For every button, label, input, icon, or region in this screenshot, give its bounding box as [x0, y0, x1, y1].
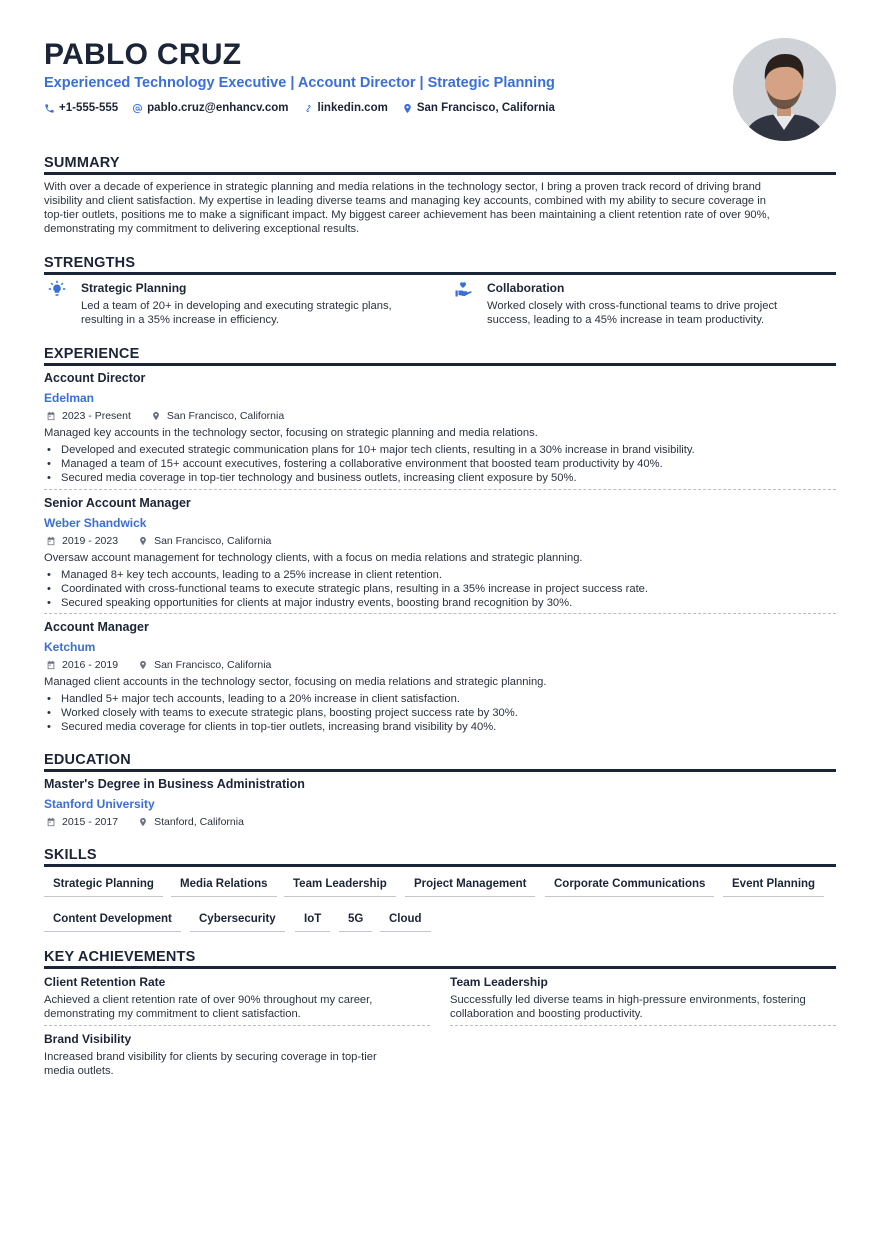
map-pin-icon [138, 536, 148, 546]
map-pin-icon [138, 660, 148, 670]
achievement-desc-line: media outlets. [44, 1065, 114, 1077]
calendar-icon [46, 536, 56, 546]
job-bullets [44, 692, 836, 734]
job-bullet: • Managed a team of 15+ account executives, fostering a collaborative environment that boosted team productivity by 40%. [44, 457, 836, 471]
experience-item [44, 495, 836, 610]
experience-item [44, 619, 836, 734]
phone-text: +1-555-555 [59, 102, 119, 114]
calendar-icon [46, 817, 56, 827]
divider [44, 489, 836, 490]
job-company: Ketchum [44, 640, 96, 654]
avatar [733, 38, 836, 141]
section-title-skills: SKILLS [44, 846, 836, 867]
strength-desc [487, 299, 832, 327]
job-dates: 2023 - Present [62, 410, 131, 422]
job-summary: Managed key accounts in the technology sector, focusing on strategic planning and media relations. [44, 427, 538, 439]
strength-desc-line: resulting in a 35% increase in efficiency. [81, 314, 279, 326]
job-summary: Managed client accounts in the technology sector, focusing on media relations and strategic planning. [44, 676, 547, 688]
achievement-title: Client Retention Rate [44, 975, 166, 989]
skills-list [44, 876, 836, 936]
skill-tag: Media Relations [171, 876, 277, 897]
job-bullet: • Developed and executed strategic communication plans for 10+ major tech clients, resulting in a 30% increase in brand visibility. [44, 443, 836, 457]
hand-heart-icon [454, 280, 472, 298]
job-bullets [44, 568, 836, 610]
section-title-summary: SUMMARY [44, 154, 836, 175]
divider [44, 1025, 430, 1026]
summary-text [44, 180, 836, 236]
job-summary: Oversaw account management for technology clients, with a focus on media relations and strategic planning. [44, 552, 583, 564]
at-icon [132, 103, 143, 114]
section-title-achievements: KEY ACHIEVEMENTS [44, 948, 836, 969]
divider [44, 613, 836, 614]
job-company: Edelman [44, 391, 95, 405]
skill-tag: Cloud [380, 911, 431, 932]
job-bullet: • Secured media coverage in top-tier technology and business outlets, increasing client exposure by 50%. [44, 471, 836, 485]
calendar-icon [46, 660, 56, 670]
skill-tag: Content Development [44, 911, 181, 932]
job-bullet: • Secured media coverage for clients in top-tier outlets, increasing brand visibility by 40%. [44, 720, 836, 734]
job-role: Account Manager [44, 620, 149, 634]
job-role: Senior Account Manager [44, 496, 191, 510]
job-location: San Francisco, California [166, 410, 285, 422]
lightbulb-icon [48, 280, 66, 298]
job-bullet: • Secured speaking opportunities for clients at major industry events, boosting brand recognition by 30%. [44, 596, 836, 610]
job-bullet: • Worked closely with teams to execute strategic plans, boosting project success rate by 30%. [44, 706, 836, 720]
contact-linkedin[interactable] [303, 100, 388, 116]
section-title-strengths: STRENGTHS [44, 254, 836, 275]
achievement-desc-line: Achieved a client retention rate of over 90% throughout my career, [44, 994, 373, 1006]
linkedin-text: linkedin.com [317, 102, 388, 114]
strength-desc-line: Worked closely with cross-functional teams to drive project [487, 300, 778, 312]
achievement-title: Brand Visibility [44, 1032, 132, 1046]
job-meta [44, 534, 836, 548]
achievement-desc [450, 993, 836, 1021]
job-meta [44, 658, 836, 672]
skill-tag: IoT [295, 911, 330, 932]
summary-line: demonstrating my commitment to delivering exceptional results. [44, 223, 360, 235]
job-meta [44, 409, 836, 423]
achievement-desc-line: Successfully led diverse teams in high-pressure environments, fostering [450, 994, 806, 1006]
skill-tag: Cybersecurity [190, 911, 285, 932]
achievement-desc-line: demonstrating my commitment to client satisfaction. [44, 1008, 301, 1020]
education-item [44, 776, 836, 829]
achievement-item [450, 974, 836, 1021]
skill-tag: Event Planning [723, 876, 824, 897]
achievement-item [44, 974, 430, 1021]
achievement-title: Team Leadership [450, 975, 548, 989]
contact-bar [44, 100, 569, 116]
education-dates: 2015 - 2017 [62, 816, 119, 828]
job-role: Account Director [44, 371, 146, 385]
skill-tag: Team Leadership [284, 876, 396, 897]
job-company: Weber Shandwick [44, 516, 147, 530]
job-location: San Francisco, California [154, 535, 272, 547]
education-degree: Master's Degree in Business Administration [44, 777, 305, 791]
profile-photo-icon [733, 38, 836, 141]
summary-line: top-tier outlets, positions me to make a significant impact. My biggest career achievement has been maintaining a client retention rate of over 90%, [44, 209, 770, 221]
achievement-desc-line: collaboration and boosting productivity. [450, 1008, 643, 1020]
section-title-education: EDUCATION [44, 751, 836, 772]
education-school: Stanford University [44, 797, 155, 811]
summary-line: visibility and client satisfaction. My expertise in leading diverse teams and managing key accounts, combined with my ability to secure coverage in [44, 195, 766, 207]
job-dates: 2019 - 2023 [62, 535, 119, 547]
skill-tag: Strategic Planning [44, 876, 163, 897]
section-title-experience: EXPERIENCE [44, 345, 836, 366]
email-text: pablo.cruz@enhancv.com [147, 102, 289, 114]
map-pin-icon [138, 817, 148, 827]
phone-icon [44, 103, 55, 114]
skill-tag: 5G [339, 911, 372, 932]
contact-phone[interactable] [44, 100, 118, 116]
achievement-desc [44, 993, 430, 1021]
job-bullets [44, 443, 836, 485]
calendar-icon [46, 411, 56, 421]
job-location: San Francisco, California [154, 659, 272, 671]
skill-tag: Corporate Communications [545, 876, 714, 897]
map-pin-icon [151, 411, 161, 421]
education-meta [44, 815, 836, 829]
candidate-headline: Experienced Technology Executive | Account Director | Strategic Planning [44, 75, 555, 91]
job-bullet: • Managed 8+ key tech accounts, leading to a 25% increase in client retention. [44, 568, 836, 582]
strength-title: Collaboration [487, 281, 565, 295]
strength-desc-line: Led a team of 20+ in developing and executing strategic plans, [81, 300, 392, 312]
contact-location [402, 100, 555, 116]
candidate-name: PABLO CRUZ [44, 38, 242, 71]
summary-line: With over a decade of experience in strategic planning and media relations in the technology sector, I bring a proven track record of driving brand [44, 181, 762, 193]
education-location: Stanford, California [154, 816, 244, 828]
map-pin-icon [402, 103, 413, 114]
strength-desc-line: success, leading to a 45% increase in team productivity. [487, 314, 765, 326]
job-dates: 2016 - 2019 [62, 659, 119, 671]
skill-tag: Project Management [405, 876, 535, 897]
contact-email[interactable] [132, 100, 288, 116]
divider [450, 1025, 836, 1026]
achievement-desc-line: Increased brand visibility for clients by securing coverage in top-tier [44, 1051, 377, 1063]
link-icon [303, 103, 314, 114]
strength-title: Strategic Planning [81, 281, 187, 295]
achievement-item [44, 1031, 430, 1078]
achievement-desc [44, 1050, 430, 1078]
job-bullet: • Handled 5+ major tech accounts, leading to a 20% increase in client satisfaction. [44, 692, 836, 706]
strength-desc [81, 299, 426, 327]
job-bullet: • Coordinated with cross-functional teams to execute strategic plans, resulting in a 35% increase in project success rate. [44, 582, 836, 596]
experience-item [44, 370, 836, 485]
location-text: San Francisco, California [416, 102, 555, 114]
